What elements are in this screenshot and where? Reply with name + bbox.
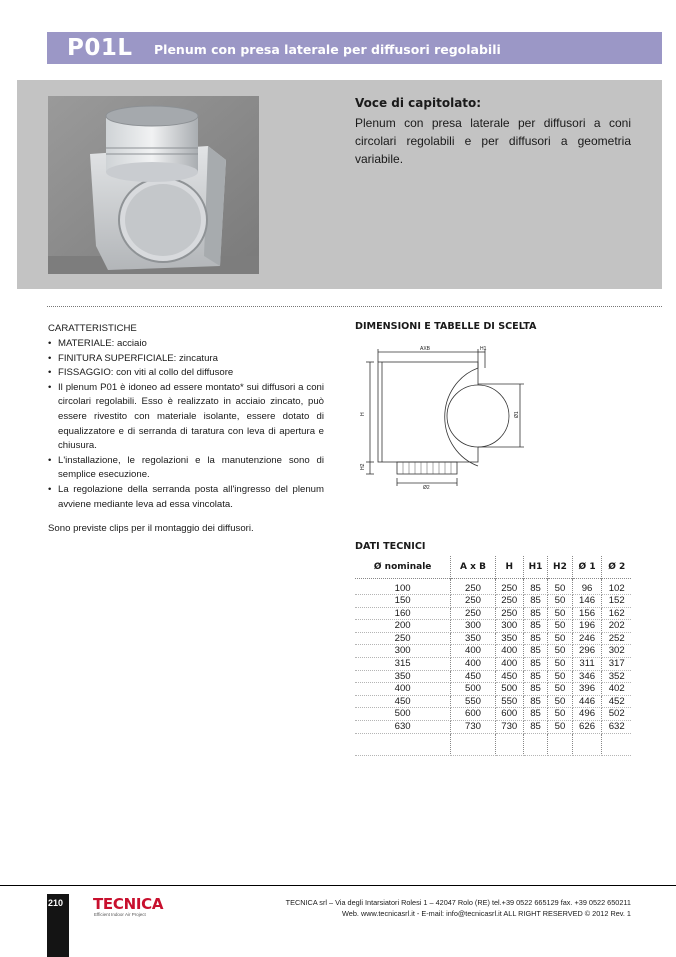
column-header: Ø 1 (572, 556, 602, 578)
table-cell (548, 733, 572, 755)
table-cell: 402 (602, 683, 631, 696)
table-cell (495, 733, 523, 755)
table-cell: 85 (523, 607, 547, 620)
table-cell: 315 (355, 658, 451, 671)
list-item: • FISSAGGIO: con viti al collo del diffusore (48, 366, 324, 381)
table-row (355, 595, 631, 608)
table-row (355, 733, 631, 755)
table-cell: 352 (602, 670, 631, 683)
table-cell: 450 (495, 670, 523, 683)
table-cell: 400 (355, 683, 451, 696)
list-item: • Il plenum P01 è idoneo ad essere montato* sui diffusori a coni circolari regolabili. Esso è realizzato in acciaio zincato, può essere rivestito con materiale isolante, essere dotato di equalizzatore e di serranda di taratura con leva di apertura e chiusura. (48, 381, 324, 454)
table-cell: 96 (572, 578, 602, 595)
company-logo: TECNICA (93, 895, 164, 913)
table-cell: 85 (523, 595, 547, 608)
table-cell: 250 (355, 632, 451, 645)
footer-contacts: Web. www.tecnicasrl.it - E-mail: info@tecnicasrl.it ALL RIGHT RESERVED © 2012 Rev. 1 (342, 909, 631, 918)
table-cell: 302 (602, 645, 631, 658)
table-cell: 50 (548, 658, 572, 671)
footer-address: TECNICA srl – Via degli Intarsiatori Rolesi 1 – 42047 Rolo (RE) tel.+39 0522 665129 fax. +39 0522 650211 (285, 898, 631, 907)
table-cell: 626 (572, 721, 602, 734)
table-cell: 446 (572, 695, 602, 708)
caratteristiche-list (48, 337, 324, 512)
table-row (355, 620, 631, 633)
table-cell: 500 (451, 683, 495, 696)
table-cell: 85 (523, 578, 547, 595)
table-cell: 396 (572, 683, 602, 696)
section-divider (47, 306, 662, 307)
table-cell: 350 (355, 670, 451, 683)
table-row (355, 721, 631, 734)
table-cell: 50 (548, 595, 572, 608)
table-cell: 202 (602, 620, 631, 633)
table-cell: 50 (548, 645, 572, 658)
table-cell: 350 (451, 632, 495, 645)
page-number: 210 (48, 898, 64, 908)
dati-table (355, 556, 631, 756)
table-row (355, 632, 631, 645)
table-cell: 730 (451, 721, 495, 734)
table-cell: 450 (451, 670, 495, 683)
company-tagline: Efficient Indoor Air Project (94, 912, 146, 917)
table-cell: 85 (523, 632, 547, 645)
table-row (355, 658, 631, 671)
table-cell: 311 (572, 658, 602, 671)
dimensioni-title: DIMENSIONI E TABELLE DI SCELTA (355, 321, 537, 332)
table-row (355, 607, 631, 620)
hero-panel (17, 80, 662, 289)
table-cell: 50 (548, 695, 572, 708)
caratteristiche-title: CARATTERISTICHE (48, 323, 137, 334)
column-header: A x B (451, 556, 495, 578)
table-cell: 600 (495, 708, 523, 721)
product-title: Plenum con presa laterale per diffusori regolabili (154, 42, 501, 57)
table-cell: 50 (548, 721, 572, 734)
table-cell: 85 (523, 708, 547, 721)
table-cell: 152 (602, 595, 631, 608)
table-cell: 85 (523, 721, 547, 734)
table-cell: 85 (523, 645, 547, 658)
table-cell: 246 (572, 632, 602, 645)
table-cell: 400 (495, 658, 523, 671)
table-cell (523, 733, 547, 755)
technical-drawing (354, 340, 534, 492)
table-row (355, 578, 631, 595)
phi2-label: Ø2 (423, 485, 430, 491)
table-cell: 150 (355, 595, 451, 608)
table-cell: 452 (602, 695, 631, 708)
table-row (355, 683, 631, 696)
product-photo (48, 96, 259, 274)
footer-divider (0, 885, 676, 886)
table-cell: 250 (495, 595, 523, 608)
table-cell: 502 (602, 708, 631, 721)
table-row (355, 645, 631, 658)
table-cell: 630 (355, 721, 451, 734)
table-cell: 200 (355, 620, 451, 633)
table-cell: 85 (523, 695, 547, 708)
table-row (355, 670, 631, 683)
table-cell: 196 (572, 620, 602, 633)
h2-label: H2 (360, 463, 366, 470)
table-cell: 296 (572, 645, 602, 658)
table-cell: 317 (602, 658, 631, 671)
column-header: H2 (548, 556, 572, 578)
table-cell: 250 (451, 578, 495, 595)
list-item: • MATERIALE: acciaio (48, 337, 324, 352)
list-item: • L'installazione, le regolazioni e la manutenzione sono di semplice esecuzione. (48, 454, 324, 483)
table-cell: 146 (572, 595, 602, 608)
table-cell: 730 (495, 721, 523, 734)
table-cell: 250 (495, 607, 523, 620)
header-bar (47, 32, 662, 64)
table-cell: 50 (548, 632, 572, 645)
table-cell: 350 (495, 632, 523, 645)
h1-label: H1 (480, 346, 487, 352)
table-cell: 300 (451, 620, 495, 633)
table-cell: 550 (451, 695, 495, 708)
column-header: H (495, 556, 523, 578)
column-header: H1 (523, 556, 547, 578)
voce-text: Plenum con presa laterale per diffusori a coni circolari regolabili e per diffusori a geometria variabile. (355, 116, 631, 166)
column-header: Ø 2 (608, 561, 626, 572)
axb-label: AXB (420, 346, 431, 352)
voce-title: Voce di capitolato: (355, 96, 482, 110)
h-label: H (360, 412, 366, 416)
table-cell: 400 (451, 645, 495, 658)
product-code: P01L (67, 35, 133, 61)
table-cell: 85 (523, 620, 547, 633)
clips-note: Sono previste clips per il montaggio dei diffusori. (48, 523, 254, 534)
table-cell: 300 (495, 620, 523, 633)
table-cell: 50 (548, 670, 572, 683)
table-cell: 50 (548, 578, 572, 595)
table-cell: 400 (495, 645, 523, 658)
table-cell: 50 (548, 683, 572, 696)
table-cell: 500 (355, 708, 451, 721)
table-cell: 496 (572, 708, 602, 721)
phi1-label: Ø1 (514, 411, 520, 418)
table-row (355, 695, 631, 708)
table-cell: 346 (572, 670, 602, 683)
table-cell: 85 (523, 658, 547, 671)
table-cell (451, 733, 495, 755)
table-cell: 250 (451, 595, 495, 608)
table-cell: 400 (451, 658, 495, 671)
table-row (355, 708, 631, 721)
table-cell: 102 (602, 578, 631, 595)
table-cell (602, 733, 631, 755)
table-header-row (355, 556, 631, 578)
table-cell (572, 733, 602, 755)
table-cell: 156 (572, 607, 602, 620)
table-cell: 50 (548, 708, 572, 721)
table-cell (355, 733, 451, 755)
table-cell: 632 (602, 721, 631, 734)
table-cell: 300 (355, 645, 451, 658)
list-item: • La regolazione della serranda posta all'ingresso del plenum avviene mediante leva ad essa vincolata. (48, 483, 324, 512)
table-cell: 252 (602, 632, 631, 645)
table-cell: 250 (495, 578, 523, 595)
table-cell: 100 (355, 578, 451, 595)
dati-title: DATI TECNICI (355, 541, 426, 552)
column-header: Ø nominale (355, 556, 451, 578)
table-cell: 85 (523, 683, 547, 696)
table-cell: 162 (602, 607, 631, 620)
list-item: • FINITURA SUPERFICIALE: zincatura (48, 352, 324, 367)
table-cell: 50 (548, 607, 572, 620)
table-cell: 160 (355, 607, 451, 620)
table-cell: 500 (495, 683, 523, 696)
table-cell: 85 (523, 670, 547, 683)
table-cell: 600 (451, 708, 495, 721)
table-cell: 250 (451, 607, 495, 620)
table-cell: 550 (495, 695, 523, 708)
table-cell: 50 (548, 620, 572, 633)
table-cell: 450 (355, 695, 451, 708)
